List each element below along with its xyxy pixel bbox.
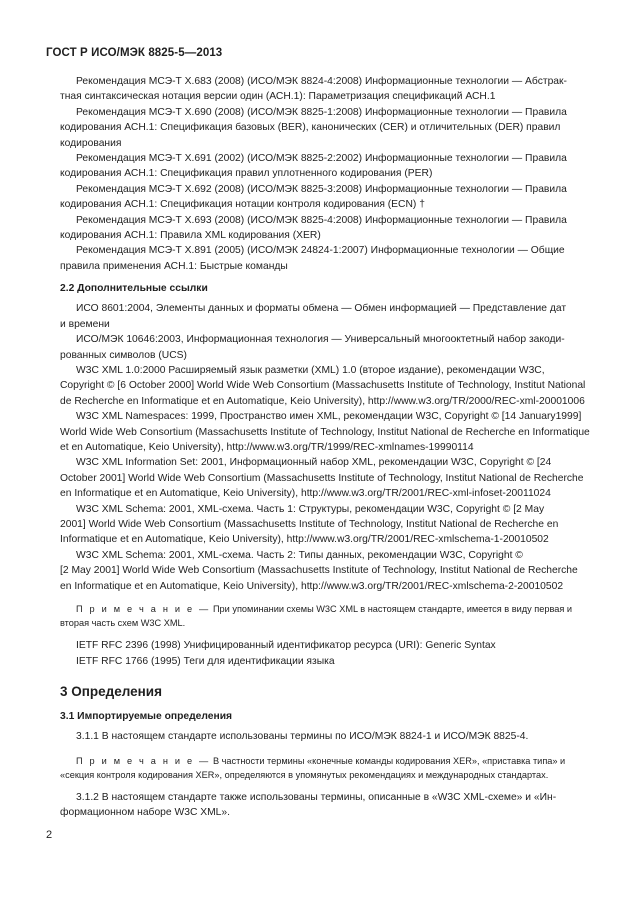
reference-x690 [60, 105, 584, 151]
note-xer-terms [60, 754, 584, 782]
note-text: «секция контроля кодирования XER», определяются в упомянутых рекомендациях и международных стандартах. [60, 769, 549, 780]
page-number: 2 [46, 829, 53, 841]
reference-line: Рекомендация МСЭ-Т X.692 (2008) (ИСО/МЭК 8825-3:2008) Информационные технологии — Правила [76, 183, 567, 195]
reference-line: Рекомендация МСЭ-Т X.683 (2008) (ИСО/МЭК 8824-4:2008) Информационные технологии — Абстрак- [76, 76, 567, 87]
note-w3c-schema [60, 602, 584, 630]
note-text: При упоминании схемы W3C XML в настоящем стандарте, имеется в виду первая и [210, 604, 572, 614]
reference-w3c-xml [60, 363, 584, 409]
reference-line: ИСО/МЭК 10646:2003, Информационная технология — Универсальный многооктетный набор закоди- [76, 334, 565, 346]
subsection-title-2-2: 2.2 Дополнительные ссылки [60, 283, 208, 295]
paragraph-3-1-2 [60, 790, 584, 821]
reference-x692 [60, 182, 584, 213]
paragraph-3-1-1 [60, 729, 584, 744]
reference-line: правила применения АСН.1: Быстрые команды [60, 260, 288, 272]
paragraph-text: 3.1.1 В настоящем стандарте использованы термины по ИСО/МЭК 8824-1 и ИСО/МЭК 8825-4. [76, 731, 529, 743]
reference-w3c-namespaces [60, 409, 590, 455]
subsection-title-3-1: 3.1 Импортируемые определения [60, 711, 233, 723]
reference-line: W3C XML Schema: 2001, XML-схема. Часть 2: Типы данных, рекомендации W3C, Copyright © [76, 549, 523, 561]
reference-line: W3C XML Schema: 2001, XML-схема. Часть 1: Структуры, рекомендации W3C, Copyright © [2 May [76, 503, 545, 515]
normative-references-list [60, 74, 584, 274]
reference-line: World Wide Web Consortium (Massachusetts Institute of Technology, Institut National de Recherche en Informatique [60, 426, 590, 438]
note-label: П р и м е ч а н и е — [76, 604, 211, 614]
paragraph-text: формационном наборе W3C XML». [60, 807, 230, 819]
reference-line: October 2001] World Wide Web Consortium (Massachusetts Institute of Technology, Institut National de Recherche [60, 472, 584, 484]
reference-line: en Informatique et en Automatique, Keio University), http://www.w3.org/TR/2001/REC-xml-infoset-20011024 [60, 488, 551, 500]
reference-line: de Recherche en Informatique et en Automatique, Keio University), http://www.w3.org/TR/2000/REC-xml-20001006 [60, 395, 585, 407]
reference-iso8601 [60, 301, 584, 332]
reference-line: тная синтаксическая нотация версии один (АСН.1): Параметризация спецификаций АСН.1 [60, 91, 496, 103]
paragraph-text: 3.1.2 В настоящем стандарте также использованы термины, описанные в «W3C XML-схеме» и «Ин- [76, 792, 557, 804]
reference-line: Informatique et en Automatique, Keio University), http://www.w3.org/TR/2001/REC-xmlschema-1-20010502 [60, 534, 549, 546]
reference-line: 2001] World Wide Web Consortium (Massachusetts Institute of Technology, Institut National de Recherche en [60, 518, 559, 530]
reference-line: [2 May 2001] World Wide Web Consortium (Massachusetts Institute of Technology, Institut National de Recherche [60, 565, 578, 577]
note-label: П р и м е ч а н и е — [76, 755, 211, 766]
section-title-3: 3 Определения [60, 684, 162, 700]
reference-line: кодирования АСН.1: Правила XML кодирования (XER) [60, 230, 321, 242]
reference-line: кодирования [60, 137, 122, 149]
reference-x891 [60, 243, 584, 274]
reference-line: en Informatique et en Automatique, Keio University), http://www.w3.org/TR/2001/REC-xmlschema-2-20010502 [60, 580, 564, 592]
reference-line: Рекомендация МСЭ-Т X.691 (2002) (ИСО/МЭК 8825-2:2002) Информационные технологии — Правила [76, 153, 567, 165]
reference-w3c-infoset [60, 455, 584, 501]
reference-x693 [60, 213, 584, 244]
reference-line: кодирования АСН.1: Спецификация правил уплотненного кодирования (PER) [60, 168, 433, 180]
reference-line: W3C XML Information Set: 2001, Информационный набор XML, рекомендации W3C, Copyright © [24 [76, 457, 552, 469]
reference-line: и времени [60, 318, 110, 330]
reference-line: et en Automatique, Keio University), http://www.w3.org/TR/1999/REC-xmlnames-19990114 [60, 441, 474, 453]
reference-line: Рекомендация МСЭ-Т X.891 (2005) (ИСО/МЭК 24824-1:2007) Информационные технологии — Общие [76, 245, 565, 257]
reference-line: ИСО 8601:2004, Элементы данных и форматы обмена — Обмен информацией — Представление дат [76, 303, 567, 315]
reference-line: Рекомендация МСЭ-Т X.693 (2008) (ИСО/МЭК 8825-4:2008) Информационные технологии — Правила [76, 214, 567, 226]
page-header: ГОСТ Р ИСО/МЭК 8825-5—2013 [46, 47, 223, 59]
reference-w3c-schema-2 [60, 548, 584, 594]
reference-iso10646 [60, 332, 584, 363]
note-text: В частности термины «конечные команды кодирования XER», «приставка типа» и [210, 755, 566, 766]
reference-line: Рекомендация МСЭ-Т X.690 (2008) (ИСО/МЭК 8825-1:2008) Информационные технологии — Правила [76, 106, 567, 118]
reference-line: Copyright © [6 October 2000] World Wide Web Consortium (Massachusetts Institute of Technology, Institut National [60, 380, 586, 392]
reference-line: кодирования АСН.1: Спецификация базовых (BER), канонических (CER) и отличительных (DER) правил [60, 122, 561, 134]
ietf-references-list [60, 638, 584, 669]
reference-w3c-schema-1 [60, 502, 584, 548]
reference-rfc1766: IETF RFC 1766 (1995) Теги для идентификации языка [76, 655, 335, 667]
reference-rfc2396: IETF RFC 2396 (1998) Унифицированный идентификатор ресурса (URI): Generic Syntax [76, 640, 496, 652]
reference-line: кодирования АСН.1: Спецификация нотации контроля кодирования (ECN) † [60, 199, 425, 211]
reference-line: рованных символов (UCS) [60, 349, 187, 361]
additional-references-list [60, 301, 590, 594]
reference-x683 [60, 74, 584, 105]
reference-line: W3C XML 1.0:2000 Расширяемый язык разметки (XML) 1.0 (второе издание), рекомендации W3C, [76, 364, 545, 376]
reference-line: W3C XML Namespaces: 1999, Пространство имен XML, рекомендации W3C, Copyright © [14 January1999] [76, 411, 582, 423]
note-text: вторая часть схем W3C XML. [60, 618, 186, 629]
reference-x691 [60, 151, 584, 182]
